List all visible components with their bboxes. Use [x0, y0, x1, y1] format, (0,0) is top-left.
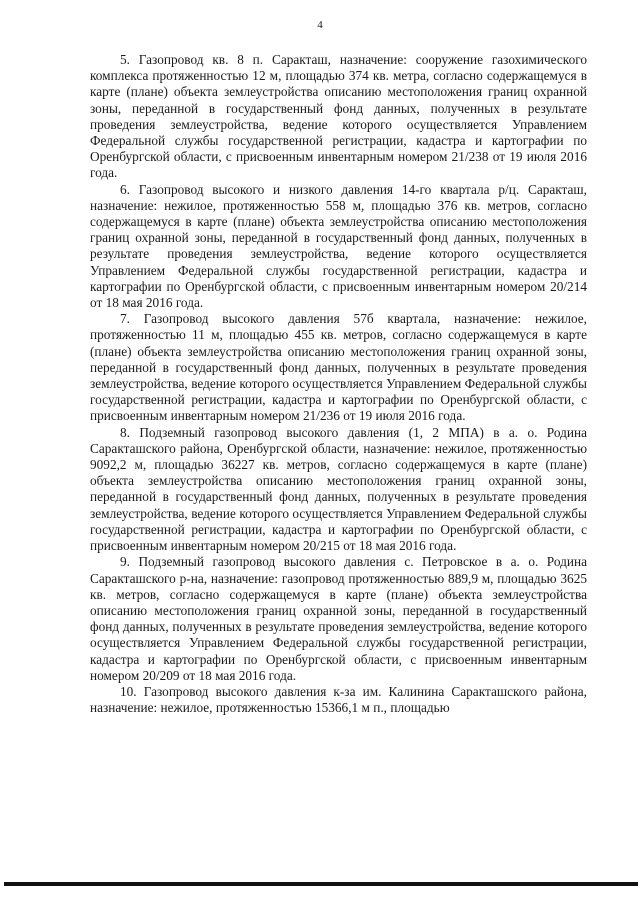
- paragraph-item-5: 5. Газопровод кв. 8 п. Саракташ, назначение: сооружение газохимического комплекса протяженностью 12 м, площадью 374 кв. метра, согласно содержащемуся в карте (плане) объекта землеустройства описанию местоположения границ охранной зоны, переданной в государственный фонд данных, полученных в результате проведения землеустройства, ведение которого осуществляется Управлением Федеральной службы государственной регистрации, кадастра и картографии по Оренбургской области, с присвоенным инвентарным номером 21/238 от 19 июля 2016 года.: [90, 52, 587, 181]
- paragraph-item-6: 6. Газопровод высокого и низкого давления 14-го квартала р/ц. Саракташ, назначение: нежилое, протяженностью 558 м, площадью 376 кв. метров, согласно содержащемуся в карте (плане) объекта землеустройства описанию местоположения границ охранной зоны, переданной в государственный фонд данных, полученных в результате проведения землеустройства, ведение которого осуществляется Управлением Федеральной службы государственной регистрации, кадастра и картографии по Оренбургской области, с присвоенным инвентарным номером 20/214 от 18 мая 2016 года.: [90, 181, 587, 311]
- page-number: 4: [317, 19, 323, 31]
- paragraph-item-7: 7. Газопровод высокого давления 57б квартала, назначение: нежилое, протяженностью 11 м, площадью 455 кв. метров, согласно содержащемуся в карте (плане) объекта землеустройства описанию местоположения границ охранной зоны, переданной в государственный фонд данных, полученных в результате проведения землеустройства, ведение которого осуществляется Управлением Федеральной службы государственной регистрации, кадастра и картографии по Оренбургской области, с присвоенным инвентарным номером 21/236 от 19 июля 2016 года.: [90, 311, 587, 424]
- page-bottom-rule: [4, 882, 638, 886]
- paragraph-item-10: 10. Газопровод высокого давления к-за им. Калинина Саракташского района, назначение: нежилое, протяженностью 15366,1 м п., площадью: [90, 683, 587, 716]
- paragraph-item-8: 8. Подземный газопровод высокого давления (1, 2 МПА) в а. о. Родина Саракташского района, Оренбургской области, назначение: нежилое, протяженностью 9092,2 м, площадью 36227 кв. метров, согласно содержащемуся в карте (плане) объекта землеустройства описанию местоположения границ охранной зоны, переданной в государственный фонд данных, полученных в результате проведения землеустройства, ведение которого осуществляется Управлением Федеральной службы государственной регистрации, кадастра и картографии по Оренбургской области, с присвоенным инвентарным номером 20/215 от 18 мая 2016 года.: [90, 424, 587, 554]
- document-body: [90, 52, 587, 716]
- paragraph-item-9: 9. Подземный газопровод высокого давления с. Петровское в а. о. Родина Саракташского р-на, назначение: газопровод протяженностью 889,9 м, площадью 3625 кв. метров, согласно содержащемуся в карте (плане) объекта землеустройства описанию местоположения границ охранной зоны, переданной в государственный фонд данных, полученных в результате проведения землеустройства, ведение которого осуществляется Управлением Федеральной службы государственной регистрации, кадастра и картографии по Оренбургской области, с присвоенным инвентарным номером 20/209 от 18 мая 2016 года.: [90, 554, 587, 683]
